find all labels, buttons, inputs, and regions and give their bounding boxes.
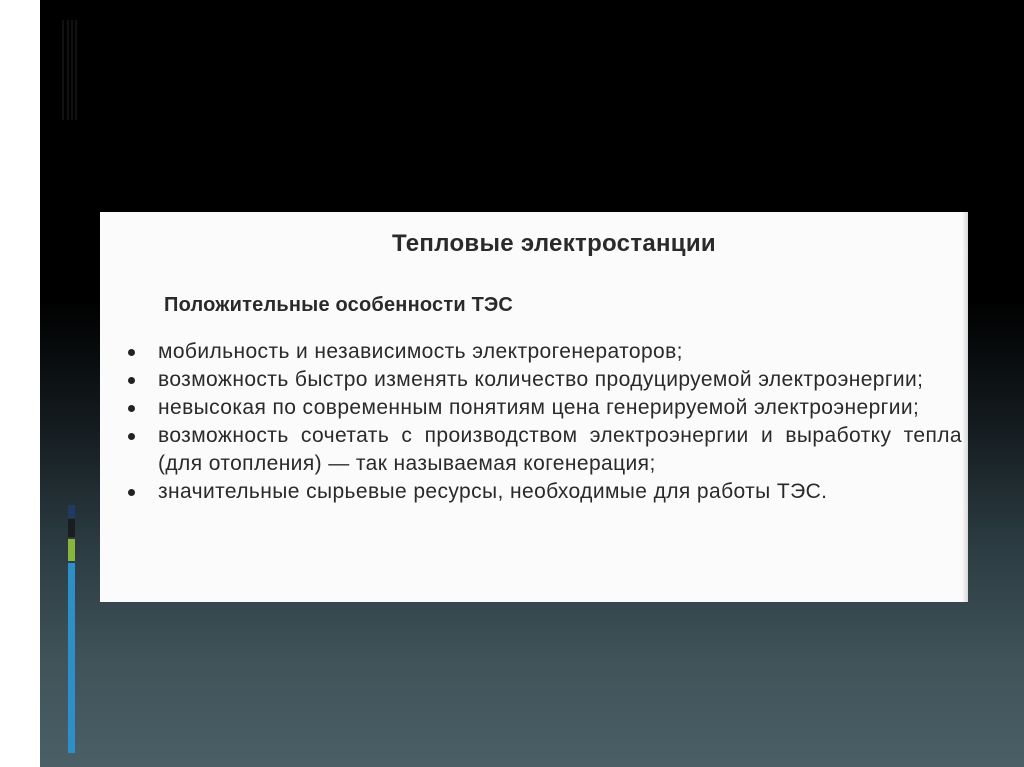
document-subtitle: Положительные особенности ТЭС	[164, 294, 514, 316]
bullet-icon	[128, 489, 135, 496]
list-item-text: невысокая по современным понятиям цена генерируемой электроэнергии;	[158, 396, 920, 419]
bullet-icon	[128, 349, 135, 356]
scan-page-edge	[962, 212, 968, 602]
list-item-text: возможность быстро изменять количество продуцируемой электроэнергии;	[158, 368, 924, 391]
scanned-text-image	[100, 212, 968, 602]
list-item	[122, 338, 962, 366]
bullet-icon	[128, 433, 135, 440]
accent-bar-navy	[68, 505, 75, 518]
left-page-margin	[0, 0, 40, 767]
list-item	[122, 422, 962, 478]
list-item	[122, 366, 962, 394]
list-item-text: значительные сырьевые ресурсы, необходимые для работы ТЭС.	[158, 480, 828, 503]
list-item	[122, 394, 962, 422]
list-item	[122, 478, 962, 506]
accent-bar-dark	[68, 519, 75, 537]
bullet-icon	[128, 405, 135, 412]
features-list	[122, 338, 962, 506]
accent-bar-green	[68, 539, 75, 561]
decorative-stripes	[62, 20, 80, 120]
list-item-text: возможность сочетать с производством электроэнергии и выработку тепла (для отопления) — так называемая когенерация;	[158, 424, 962, 475]
document-title: Тепловые электростанции	[392, 230, 716, 257]
list-item-text: мобильность и независимость электрогенераторов;	[158, 340, 683, 363]
bullet-icon	[128, 377, 135, 384]
accent-bar-blue	[68, 563, 75, 753]
